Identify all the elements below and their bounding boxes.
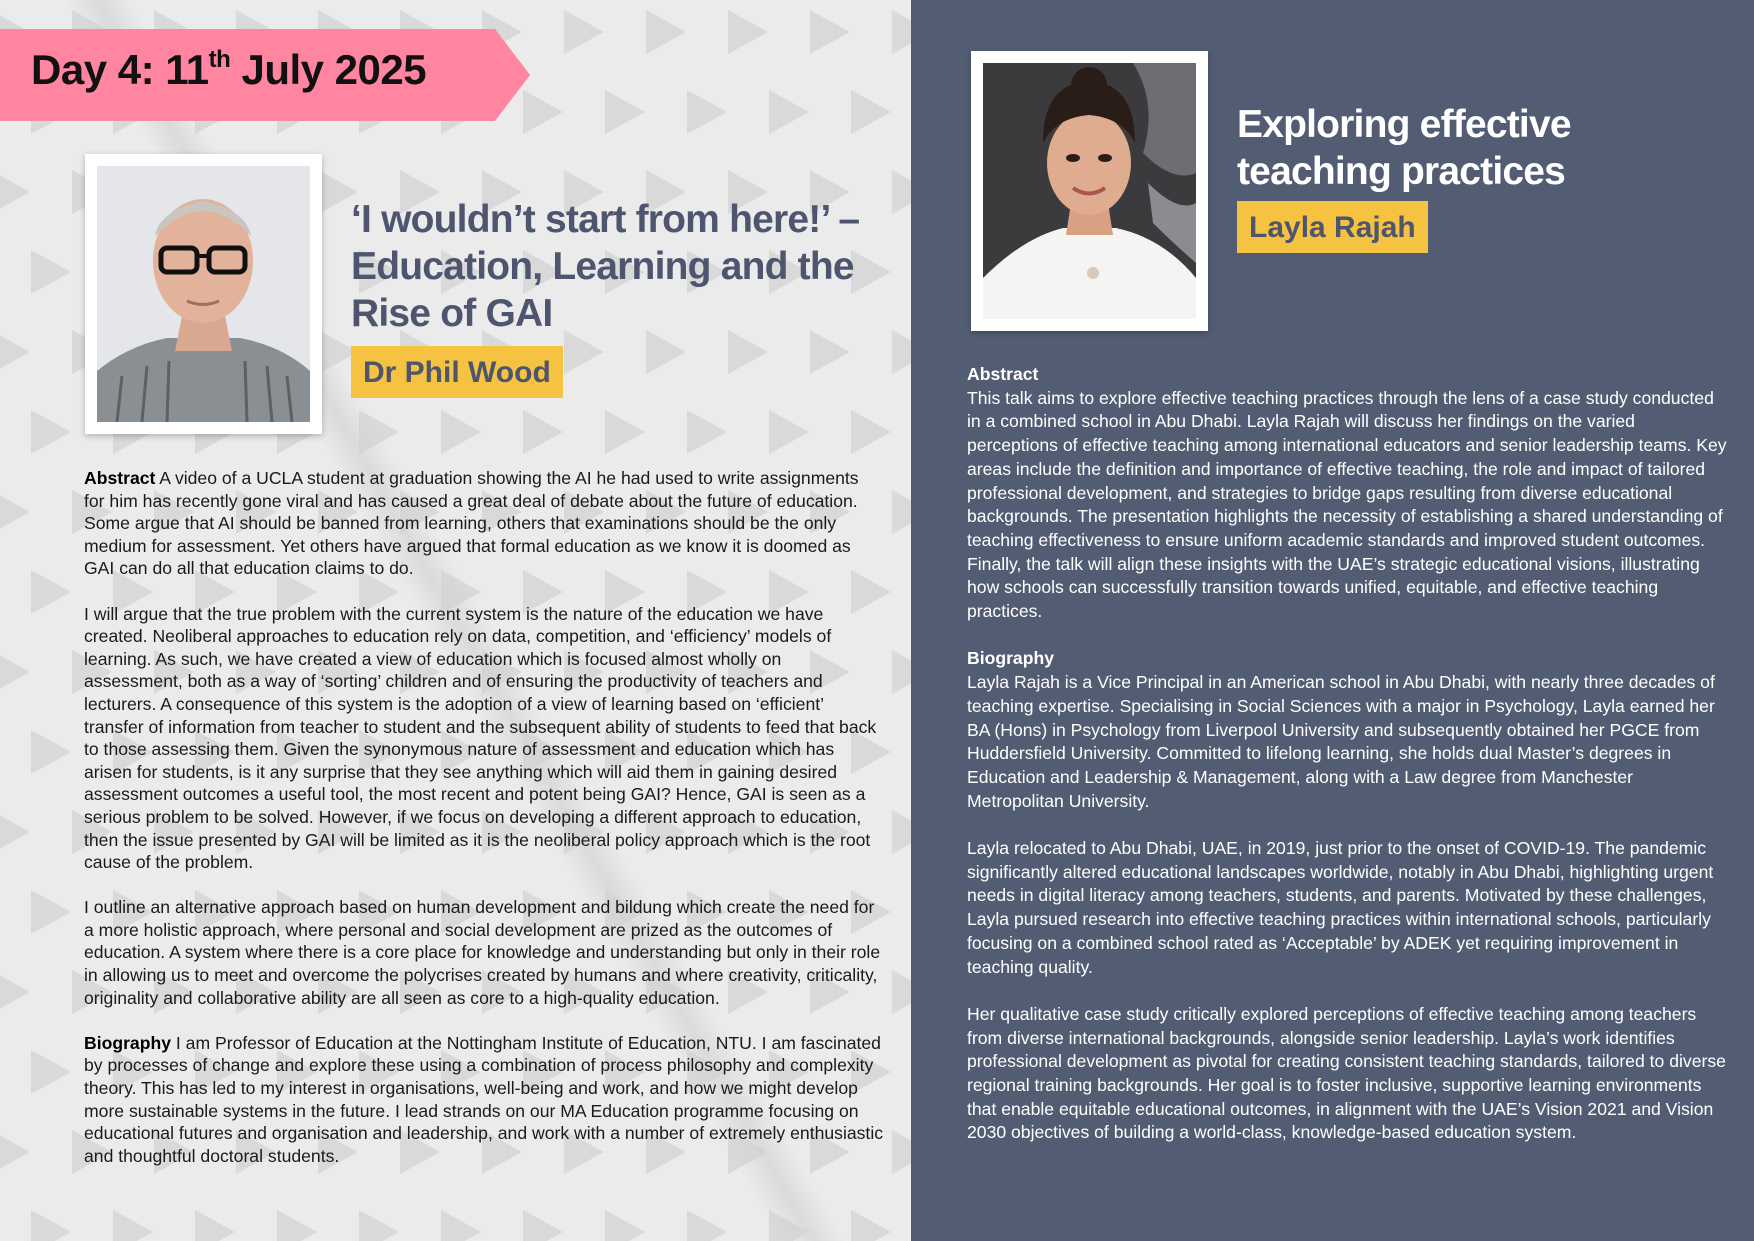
background-triangle	[728, 10, 768, 54]
background-triangle	[0, 490, 30, 534]
background-triangle	[523, 410, 563, 454]
background-triangle	[113, 1210, 153, 1241]
background-triangle	[892, 650, 911, 694]
left-abstract-paragraph-3: I outline an alternative approach based on human development and bildung which create the need for a more holistic approach, where personal and social development are prized as the outcomes of education. A system where there is a core place for knowledge and understanding but only in their role in allowing us to meet and overcome the polycrises created by humans and where creativity, criticality, originality and collaborative ability are all seen as core to a high-quality education.	[84, 897, 881, 1008]
background-triangle	[646, 10, 686, 54]
background-triangle	[0, 170, 30, 214]
right-abstract-heading: Abstract	[967, 364, 1039, 384]
background-triangle	[564, 10, 604, 54]
background-triangle	[441, 1210, 481, 1241]
background-triangle	[892, 10, 911, 54]
background-triangle	[892, 1130, 911, 1174]
background-triangle	[851, 90, 891, 134]
right-bio-heading: Biography	[967, 648, 1054, 669]
portrait-woman-image	[983, 63, 1196, 319]
speaker-name-badge-left: Dr Phil Wood	[351, 346, 563, 398]
background-triangle	[0, 970, 30, 1014]
background-triangle	[0, 810, 30, 854]
background-triangle	[31, 410, 71, 454]
background-triangle	[605, 410, 645, 454]
background-triangle	[851, 1210, 891, 1241]
right-biography-paragraph-1: Layla Rajah is a Vice Principal in an American school in Abu Dhabi, with nearly three decades of teaching expertise. Specialising in Social Sciences with a major in Psychology, Layla earned her BA (Hons) in Psychology from Liverpool University and subsequently obtained her PGCE from Huddersfield University. Committed to lifelong learning, she holds dual Master’s degrees in Education and Leadership & Management, along with a Law degree from Manchester Metropolitan University.	[967, 672, 1715, 811]
background-triangle	[359, 1210, 399, 1241]
background-triangle	[892, 490, 911, 534]
background-triangle	[195, 1210, 235, 1241]
speaker-name-badge-right: Layla Rajah	[1237, 201, 1428, 253]
background-triangle	[892, 330, 911, 374]
speaker-photo-layla-rajah	[971, 51, 1208, 331]
background-triangle	[687, 90, 727, 134]
background-triangle	[31, 1210, 71, 1241]
left-abstract-heading: Abstract	[84, 468, 156, 488]
background-triangle	[687, 1210, 727, 1241]
left-bio-heading: Biography	[84, 1032, 171, 1053]
left-abstract-paragraph-1: Abstract A video of a UCLA student at graduation showing the AI he had used to write assignments for him has recently gone viral and has caused a great deal of debate about the future of education. Some argue that AI should be banned from learning, others that examinations should be the only medium for assessment. Yet others have argued that formal education as we know it is doomed as GAI can do all that education claims to do.	[84, 468, 859, 579]
background-triangle	[523, 90, 563, 134]
background-triangle	[687, 410, 727, 454]
talk-title-left: ‘I wouldn’t start from here!’ – Education, Learning and the Rise of GAI	[351, 198, 860, 335]
background-triangle	[892, 170, 911, 214]
right-abstract-paragraph: This talk aims to explore effective teaching practices through the lens of a case study conducted in a combined school in Abu Dhabi. Layla Rajah will discuss her findings on the varied perceptions of effective teaching among international educators and senior leadership teams. Key areas include the definition and importance of effective teaching, the role and impact of tailored professional development, and strategies to bridge gaps resulting from diverse educational backgrounds. The presentation highlights the necessity of establishing a shared understanding of teaching effectiveness to ensure uniform academic standards and improved student outcomes. Finally, the talk will align these insights with the UAE’s strategic educational visions, illustrating how schools can successfully transition towards unified, equitable, and effective teaching practices.	[967, 387, 1727, 622]
background-triangle	[769, 1210, 809, 1241]
speaker-photo-phil-wood	[85, 154, 322, 434]
portrait-man-image	[97, 166, 310, 422]
background-triangle	[0, 1130, 30, 1174]
talk-title-right: Exploring effective teaching practices	[1237, 103, 1571, 193]
right-biography-paragraph-2: Layla relocated to Abu Dhabi, UAE, in 2019, just prior to the onset of COVID-19. The pandemic significantly altered educational landscapes worldwide, notably in Abu Dhabi, highlighting urgent needs in digital literacy among teachers, students, and parents. Motivated by these challenges, Layla pursued research into effective teaching practices within international schools, particularly focusing on a combined school rated as ‘Acceptable’ by ADEK yet requiring improvement in teaching quality.	[967, 838, 1714, 977]
background-triangle	[769, 410, 809, 454]
background-triangle	[605, 1210, 645, 1241]
background-triangle	[31, 730, 71, 774]
day-heading: Day 4: 11th July 2025	[31, 46, 427, 93]
background-triangle	[441, 410, 481, 454]
background-triangle	[359, 410, 399, 454]
background-triangle	[31, 570, 71, 614]
background-triangle	[892, 810, 911, 854]
background-triangle	[810, 10, 850, 54]
background-triangle	[605, 90, 645, 134]
left-abstract-paragraph-2: I will argue that the true problem with the current system is the nature of the education we have created. Neoliberal approaches to education rely on data, competition, and ‘efficiency’ models of learning. As such, we have created a view of education which is focused almost wholly on assessment, both as a way of ‘sorting’ children and of ensuring the productivity of teachers and lecturers. A consequence of this system is the adoption of a view of learning based on ‘efficient’ transfer of information from teacher to student and the subsequent ability of students to feed that back to those assessing them. Given the synonymous nature of assessment and education which has arisen for students, is it any surprise that they see anything which will aid them in gaining desired assessment outcomes a useful tool, the most recent and potent being GAI? Hence, GAI is seen as a serious problem to be solved. However, if we focus on developing a different approach to education, then the issue presented by GAI will be limited as it is the neoliberal policy approach which is the root cause of the problem.	[84, 603, 877, 873]
background-triangle	[31, 890, 71, 934]
background-triangle	[0, 650, 30, 694]
background-triangle	[769, 90, 809, 134]
background-triangle	[523, 1210, 563, 1241]
background-triangle	[892, 970, 911, 1014]
right-biography-paragraph-3: Her qualitative case study critically explored perceptions of effective teaching among teachers from diverse international backgrounds, alongside senior leadership. Layla’s work identifies professional development as pivotal for creating consistent teaching standards, tailored to diverse regional training backgrounds. Her goal is to foster inclusive, supportive learning environments that enable equitable educational outcomes, in alignment with the UAE’s Vision 2021 and Vision 2030 objectives of building a world-class, knowledge-based education system.	[967, 1003, 1726, 1143]
background-triangle	[851, 410, 891, 454]
left-body-text	[84, 467, 884, 1190]
background-triangle	[31, 1050, 71, 1094]
right-body-text	[967, 363, 1727, 1169]
left-biography-paragraph: Biography I am Professor of Education at the Nottingham Institute of Education, NTU. I am fascinated by processes of change and explore these using a combination of process philosophy and complexity theory. This has led to my interest in organisations, well-being and work, and how we might develop more sustainable systems in the future. I lead strands on our MA Education programme focusing on educational futures and organisation and leadership, and work with a number of extremely enthusiastic and thoughtful doctoral students.	[84, 1032, 884, 1166]
background-triangle	[0, 330, 30, 374]
background-triangle	[31, 250, 71, 294]
background-triangle	[277, 1210, 317, 1241]
